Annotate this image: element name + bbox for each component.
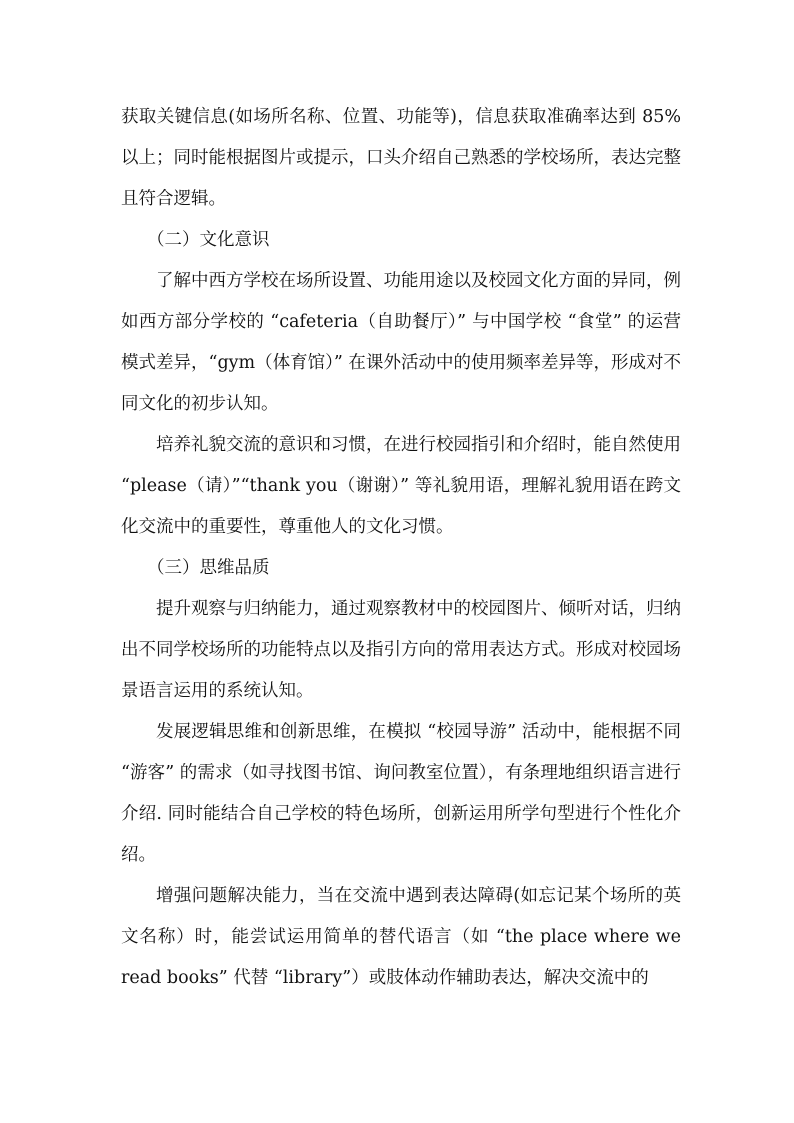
- section-heading-thinking-quality: （三）思维品质: [147, 558, 270, 578]
- paragraph-problem-solving: 增强问题解决能力，当在交流中遇到表达障碍(如忘记某个场所的英文名称）时，能尝试运用简单的替代语言（如 “the place where we read books” 代替 “library”）或肢体动作辅助表达，解决交流中的: [121, 886, 681, 988]
- section-heading-cultural-awareness: （二）文化意识: [147, 230, 270, 250]
- paragraph-continuation: 获取关键信息(如场所名称、位置、功能等)，信息获取准确率达到 85% 以上；同时能根据图片或提示，口头介绍自己熟悉的学校场所，表达完整且符合逻辑。: [121, 107, 681, 209]
- paragraph-logical-creative-thinking: 发展逻辑思维和创新思维，在模拟 “校园导游” 活动中，能根据不同 “游客” 的需求（如寻找图书馆、询问教室位置），有条理地组织语言进行介绍. 同时能结合自己学校的特色场所，创新运用所学句型进行个性化介绍。: [121, 722, 681, 865]
- paragraph-observation-induction: 提升观察与归纳能力，通过观察教材中的校园图片、倾听对话，归纳出不同学校场所的功能特点以及指引方向的常用表达方式。形成对校园场景语言运用的系统认知。: [121, 599, 681, 701]
- paragraph-polite-communication: 培养礼貌交流的意识和习惯，在进行校园指引和介绍时，能自然使用 “please（请）”“thank you（谢谢）” 等礼貌用语，理解礼貌用语在跨文化交流中的重要性，尊重他人的文化习惯。: [121, 435, 681, 537]
- document-body: [121, 97, 681, 999]
- paragraph-cultural-differences: 了解中西方学校在场所设置、功能用途以及校园文化方面的异同，例如西方部分学校的 “cafeteria（自助餐厅）” 与中国学校 “食堂” 的运营模式差异，“gym（体育馆）” 在课外活动中的使用频率差异等，形成对不同文化的初步认知。: [121, 271, 681, 414]
